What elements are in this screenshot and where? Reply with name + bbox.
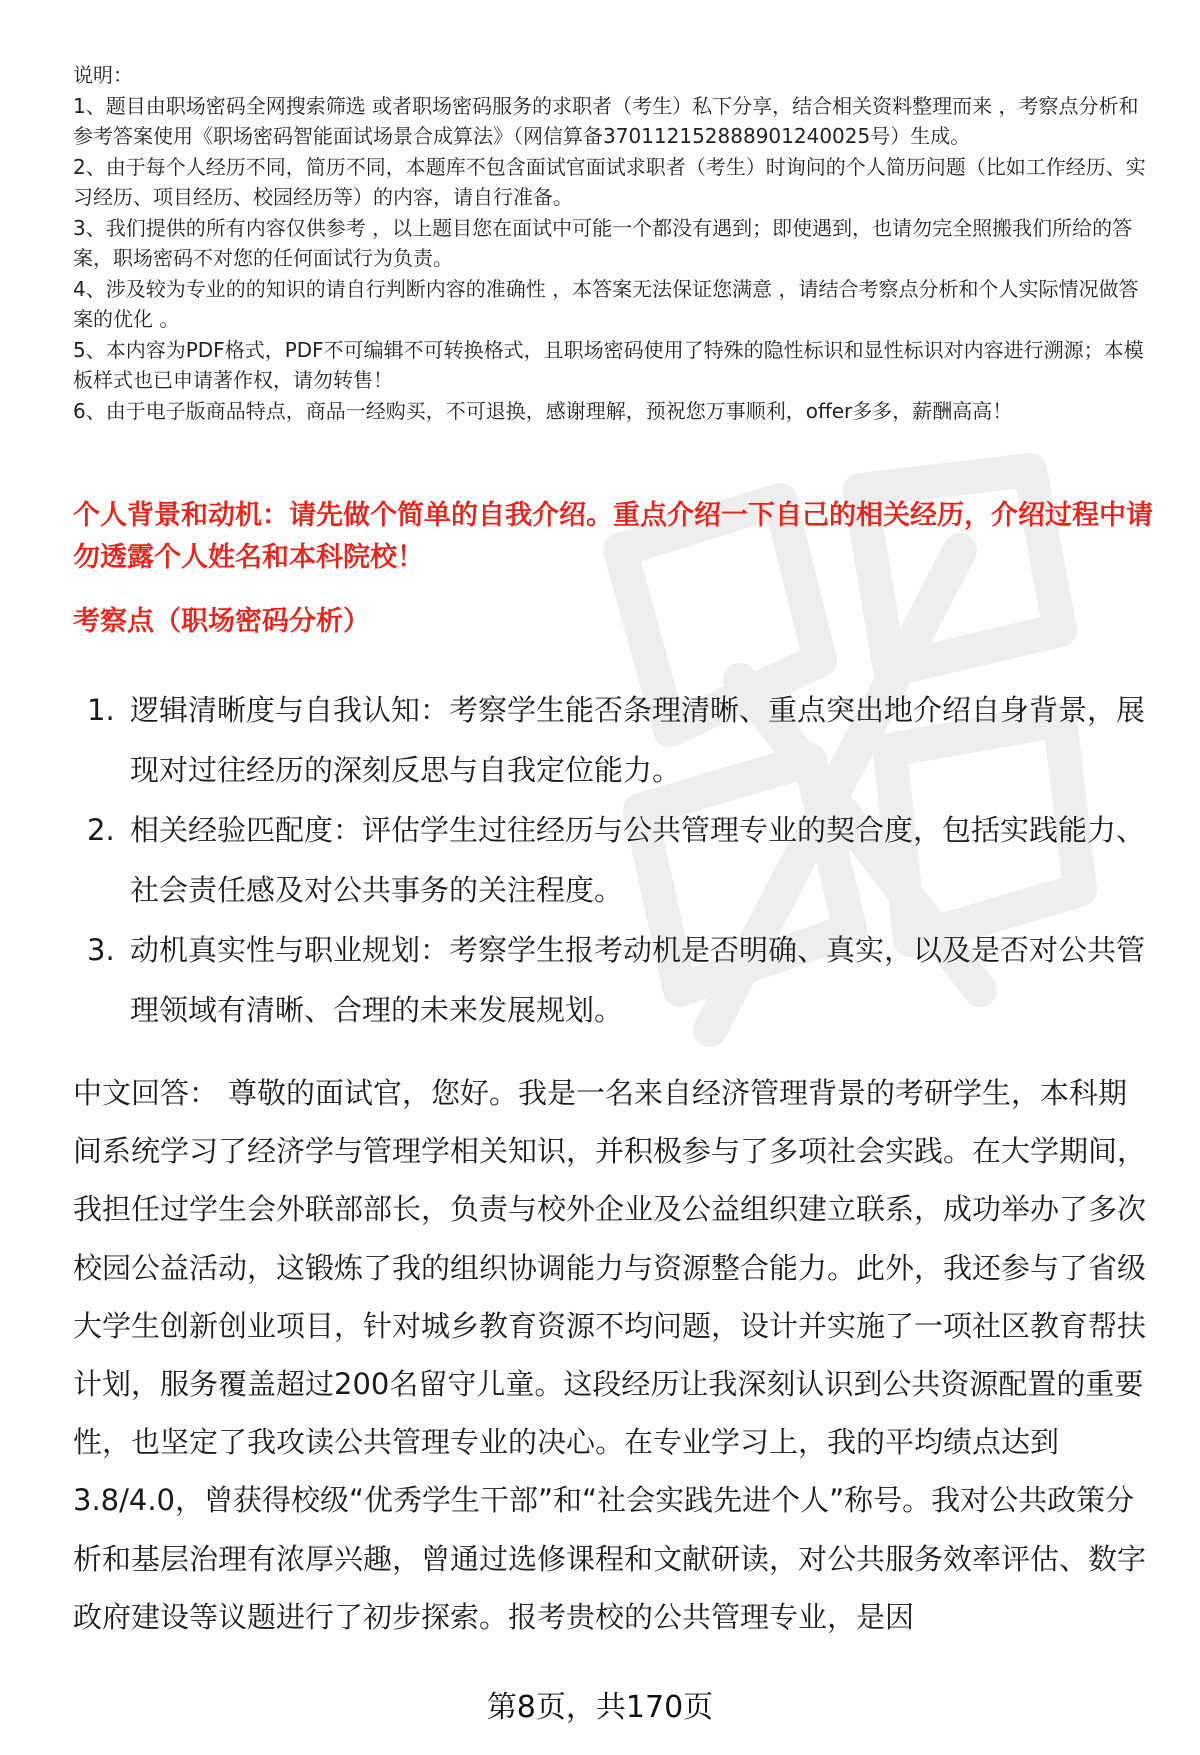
notice-item: 4、涉及较为专业的的知识的请自行判断内容的准确性 ，本答案无法保证您满意 ，请结合考察点分析和个人实际情况做答案的优化 。 (73, 276, 1139, 331)
notice-item: 1、题目由职场密码全网搜索筛选 或者职场密码服务的求职者（考生）私下分享，结合相关资料整理而来 ，考察点分析和参考答案使用《职场密码智能面试场景合成算法》（网信算备370112152888901240025号）生成。 (73, 93, 1139, 148)
analysis-point (73, 800, 1153, 920)
notice-item: 6、由于电子版商品特点，商品一经购买，不可退换，感谢理解，预祝您万事顺利，offer多多，薪酬高高！ (73, 398, 1013, 423)
point-text: 动机真实性与职业规划：考察学生报考动机是否明确、真实，以及是否对公共管理领域有清晰、合理的未来发展规划。 (130, 933, 1146, 1027)
analysis-title: 考察点（职场密码分析） (73, 606, 370, 637)
interview-question: 个人背景和动机：请先做个简单的自我介绍。重点介绍一下自己的相关经历，介绍过程中请勿透露个人姓名和本科院校！ (73, 500, 1153, 573)
point-number: 3. (87, 933, 115, 967)
point-text: 相关经验匹配度：评估学生过往经历与公共管理专业的契合度，包括实践能力、社会责任感及对公共事务的关注程度。 (130, 813, 1146, 907)
notice-item: 2、由于每个人经历不同，简历不同，本题库不包含面试官面试求职者（考生）时询问的个人简历问题（比如工作经历、实习经历、项目经历、校园经历等）的内容，请自行准备。 (73, 154, 1146, 209)
analysis-points (73, 680, 1153, 1040)
answer-label: 中文回答： (73, 1076, 219, 1110)
analysis-point (73, 680, 1153, 800)
answer-paragraph (73, 1064, 1153, 1646)
point-number: 2. (87, 813, 115, 847)
notice-block (73, 60, 1153, 426)
notice-item: 3、我们提供的所有内容仅供参考 ，以上题目您在面试中可能一个都没有遇到；即使遇到，也请勿完全照搬我们所给的答案，职场密码不对您的任何面试行为负责。 (73, 215, 1133, 270)
page-number: 第8页，共170页 (486, 1690, 714, 1725)
point-number: 1. (87, 693, 115, 727)
notice-heading: 说明： (73, 63, 133, 87)
point-text: 逻辑清晰度与自我认知：考察学生能否条理清晰、重点突出地介绍自身背景，展现对过往经历的深刻反思与自我定位能力。 (130, 693, 1146, 787)
answer-text: 尊敬的面试官，您好。我是一名来自经济管理背景的考研学生，本科期间系统学习了经济学与管理学相关知识，并积极参与了多项社会实践。在大学期间，我担任过学生会外联部部长，负责与校外企业及公益组织建立联系，成功举办了多次校园公益活动，这锻炼了我的组织协调能力与资源整合能力。此外，我还参与了省级大学生创新创业项目，针对城乡教育资源不均问题，设计并实施了一项社区教育帮扶计划，服务覆盖超过200名留守儿童。这段经历让我深刻认识到公共资源配置的重要性，也坚定了我攻读公共管理专业的决心。在专业学习上，我的平均绩点达到3.8/4.0，曾获得校级“优秀学生干部”和“社会实践先进个人”称号。我对公共政策分析和基层治理有浓厚兴趣，曾通过选修课程和文献研读，对公共服务效率评估、数字政府建设等议题进行了初步探索。报考贵校的公共管理专业，是因 (73, 1076, 1147, 1634)
notice-item: 5、本内容为PDF格式，PDF不可编辑不可转换格式，且职场密码使用了特殊的隐性标识和显性标识对内容进行溯源；本模板样式也已申请著作权，请勿转售！ (73, 337, 1144, 392)
analysis-point (73, 920, 1153, 1040)
